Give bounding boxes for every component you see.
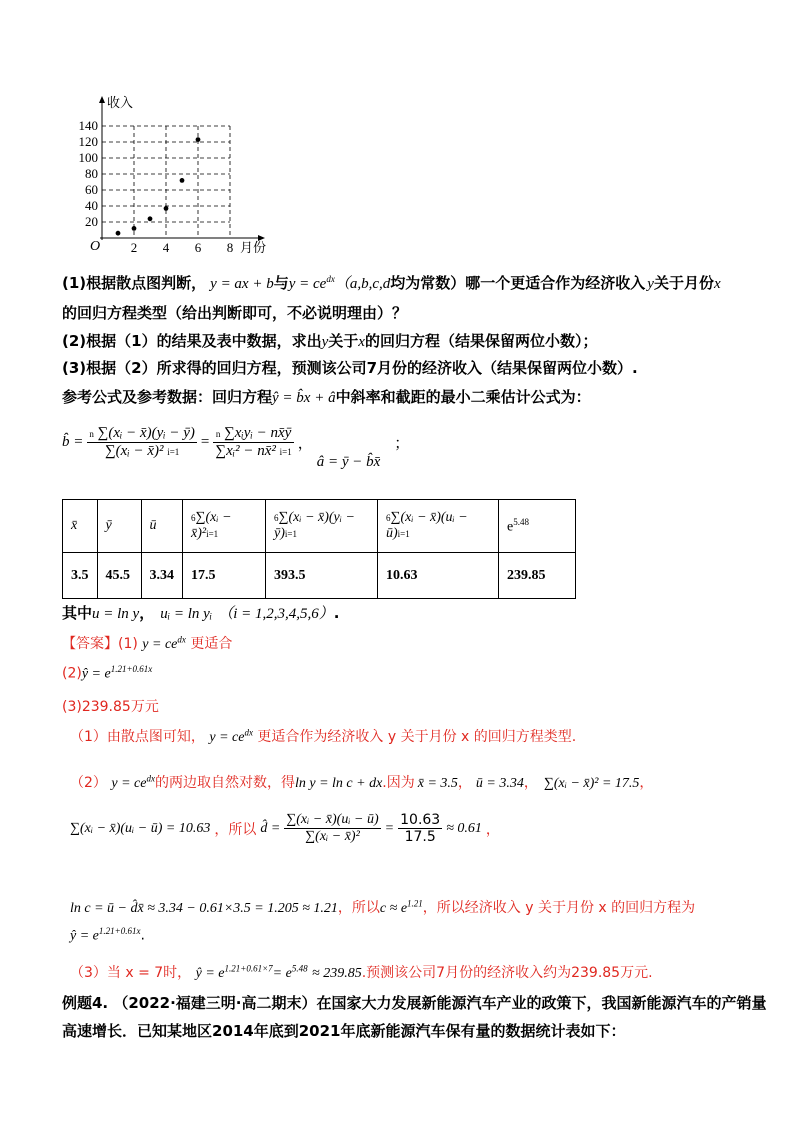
explanation-1: （1）由散点图可知， $y = ce^{dx}$ 更适合作为经济收入 y 关于月份 x 的回归方程类型. bbox=[70, 727, 577, 745]
explanation-5: ŷ = $e^{1.21+0.61x}$. bbox=[70, 926, 145, 944]
y-tick-label: 140 bbox=[78, 118, 98, 133]
data-point bbox=[180, 178, 185, 183]
answer-tag: 【答案】 bbox=[62, 636, 118, 652]
x-tick-label: 4 bbox=[162, 240, 170, 255]
b-hat: b̂ = bbox=[62, 434, 84, 450]
scatter-plot bbox=[60, 92, 300, 262]
origin-label: O bbox=[90, 239, 101, 254]
y-axis-label: 收入 bbox=[107, 96, 134, 111]
answer-line-2: (2)ŷ = $e^{1.21+0.61x}$ bbox=[62, 664, 153, 682]
least-squares-formula: b̂ = $\frac{\text{n ∑(xᵢ − x̄)(yᵢ − ȳ)}}{\text{∑(xᵢ − x̄)² i=1}}$ = $\frac{\text{n ∑xᵢyᵢ − nx̄ȳ}}{\text{∑xᵢ² − nx̄² i=1}}$ ， â = ȳ − b̂x̄ ； bbox=[62, 425, 410, 470]
table-header-row bbox=[63, 500, 576, 553]
data-points bbox=[116, 137, 201, 235]
x-tick-label: 8 bbox=[226, 240, 234, 255]
table-header-cell: 6∑(xᵢ − x̄)(yᵢ − ȳ)i=1 bbox=[266, 500, 378, 553]
y-tick-label: 80 bbox=[85, 166, 98, 181]
y-tick-label: 20 bbox=[85, 214, 98, 229]
question-2: (2)根据（1）的结果及表中数据，求出y关于x的回归方程（结果保留两位小数）； bbox=[62, 332, 598, 350]
question-1-line2: 的回归方程类型（给出判断即可，不必说明理由）？ bbox=[62, 304, 408, 322]
example-4-line2: 高速增长．已知某地区2014年底到2021年底新能源汽车保有量的数据统计表如下： bbox=[62, 1022, 626, 1040]
y-tick-label: 100 bbox=[78, 150, 98, 165]
answer-line-1: 【答案】(1) $y = ce^{dx}$ 更适合 bbox=[62, 634, 233, 652]
table-header-cell: 6∑(xᵢ − x̄)(uᵢ − ū)i=1 bbox=[378, 500, 499, 553]
where-clause: 其中u = ln y， uᵢ = ln yᵢ （i = 1,2,3,4,5,6）. bbox=[62, 604, 340, 622]
y-tick-label: 60 bbox=[85, 182, 98, 197]
table-header-cell: ȳ bbox=[97, 500, 141, 553]
table-cell: 393.5 bbox=[266, 553, 378, 599]
explanation-4: ln c = ū − d̂x̄ ≈ 3.34 − 0.61×3.5 = 1.205 ≈ 1.21，所以$c \approx e^{1.21}$，所以经济收入 y 关于月份 x 的回归方程为 bbox=[70, 898, 696, 916]
a-hat: â = ȳ − b̂x̄ bbox=[316, 454, 381, 470]
x-tick-label: 6 bbox=[194, 240, 202, 255]
data-point bbox=[148, 216, 153, 221]
table-header-cell: x̄ bbox=[63, 500, 98, 553]
fraction-1: $\frac{\text{n ∑(xᵢ − x̄)(yᵢ − ȳ)}}{\text{∑(xᵢ − x̄)² i=1}}$ bbox=[89, 425, 195, 459]
table-cell: 45.5 bbox=[97, 553, 141, 599]
question-1: (1)根据散点图判断， y = ax + b与$y = ce^{dx}(a,b,c,d$均为常数）哪一个更适合作为经济收入 y关于月份x bbox=[62, 274, 721, 292]
data-point bbox=[164, 206, 169, 211]
grid bbox=[102, 126, 230, 238]
fraction-2: $\frac{\text{n ∑xᵢyᵢ − nx̄ȳ}}{\text{∑xᵢ² − nx̄² i=1}}$ bbox=[215, 425, 292, 459]
y-tick-label: 40 bbox=[85, 198, 98, 213]
fraction-d-value: $\frac{10.63}{17.5}$ bbox=[400, 812, 441, 845]
table-cell: 239.85 bbox=[499, 553, 576, 599]
table-header-cell: $e^{5.48}$ bbox=[499, 500, 576, 553]
example-4-line1: 例题4. （2022·福建三明·高二期末）在国家大力发展新能源汽车产业的政策下，我国新能源汽车的产销量 bbox=[62, 994, 767, 1012]
data-point bbox=[132, 226, 137, 231]
explanation-2: （2） $y = ce^{dx}$的两边取自然对数，得ln y = ln c + dx.因为 x̄ = 3.5， ū = 3.34， ∑(xᵢ − x̄)² = 17.5， bbox=[70, 773, 654, 791]
y-tick-labels bbox=[79, 118, 99, 229]
reference-intro: 参考公式及参考数据：回归方程ŷ = b̂x + â中斜率和截距的最小二乘估计公式为： bbox=[62, 388, 591, 406]
fraction-d: $\frac{\text{∑(xᵢ − x̄)(uᵢ − ū)}}{\text{∑(xᵢ − x̄)²}}$ bbox=[286, 812, 379, 844]
y-axis-arrow bbox=[99, 96, 105, 103]
data-table bbox=[62, 499, 576, 599]
answer-line-3: (3)239.85万元 bbox=[62, 699, 159, 715]
question-3: (3)根据（2）所求得的回归方程，预测该公司7月份的经济收入（结果保留两位小数）. bbox=[62, 359, 638, 377]
table-cell: 10.63 bbox=[378, 553, 499, 599]
explanation-3: ∑(xᵢ − x̄)(uᵢ − ū) = 10.63 ，所以 d̂ = $\frac{\text{∑(xᵢ − x̄)(uᵢ − ū)}}{\text{∑(xᵢ − x̄)²}}$ = $\frac{10.63}{17.5}$ ≈ 0.61 ， bbox=[70, 812, 500, 845]
data-point bbox=[196, 137, 201, 142]
x-tick-label: 2 bbox=[130, 240, 138, 255]
table-cell: 3.34 bbox=[141, 553, 183, 599]
y-tick-label: 120 bbox=[78, 134, 98, 149]
x-axis-label: 月份 bbox=[240, 241, 267, 256]
table-cell: 17.5 bbox=[183, 553, 266, 599]
table-cell: 3.5 bbox=[63, 553, 98, 599]
table-header-cell: 6∑(xᵢ − x̄)²i=1 bbox=[183, 500, 266, 553]
data-point bbox=[116, 231, 121, 236]
table-header-cell: ū bbox=[141, 500, 183, 553]
x-tick-labels bbox=[131, 240, 234, 255]
table-row bbox=[63, 553, 576, 599]
explanation-6: （3）当 x = 7时， ŷ = $e^{1.21+0.61\times 7}= e^{5.48} \approx 239.85$.预测该公司7月份的经济收入约为239.85万元. bbox=[70, 963, 653, 981]
